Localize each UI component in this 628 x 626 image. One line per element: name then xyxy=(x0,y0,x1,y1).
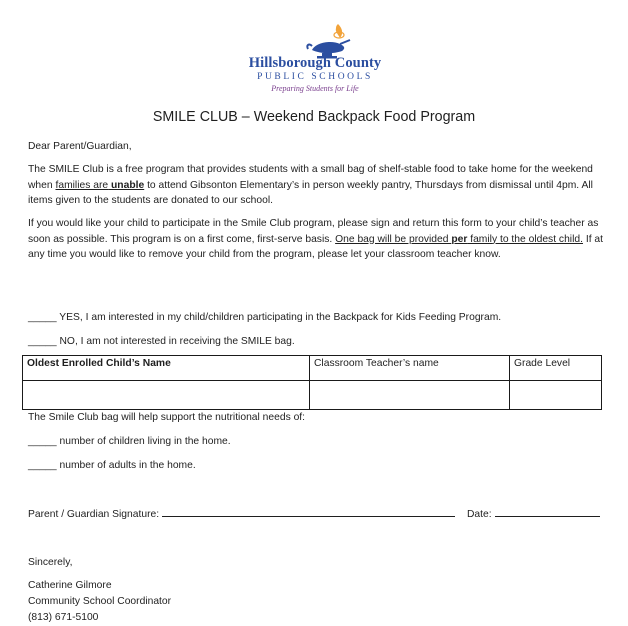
logo-tagline: Preparing Students for Life xyxy=(271,84,359,93)
intro-paragraph xyxy=(28,162,603,209)
header-child-name: Oldest Enrolled Child’s Name xyxy=(23,356,310,381)
table-row xyxy=(23,381,602,410)
logo-name: Hillsborough County xyxy=(248,55,382,71)
child-name-cell[interactable] xyxy=(23,381,310,410)
district-logo xyxy=(240,20,400,100)
grade-level-cell[interactable] xyxy=(510,381,602,410)
header-teacher-name: Classroom Teacher’s name xyxy=(310,356,510,381)
table-header-row xyxy=(23,356,602,381)
closing-sincerely: Sincerely, xyxy=(28,557,73,568)
date-row xyxy=(467,506,600,520)
participation-text-b: If at any time you would like to remove your child from the program, please let your classroom teacher know. xyxy=(28,233,603,260)
salutation: Dear Parent/Guardian, xyxy=(28,141,132,152)
coordinator-phone: (813) 671-5100 xyxy=(28,612,99,623)
children-count-line[interactable]: _____ number of children living in the home. xyxy=(28,436,231,447)
coordinator-name: Catherine Gilmore xyxy=(28,580,112,591)
header-grade-level: Grade Level xyxy=(510,356,602,381)
logo-subtitle: PUBLIC SCHOOLS xyxy=(257,72,373,82)
page-title: SMILE CLUB – Weekend Backpack Food Program xyxy=(152,109,476,125)
date-line[interactable] xyxy=(495,506,600,517)
intro-underline-unable: unable xyxy=(111,179,145,191)
participation-paragraph xyxy=(28,216,603,263)
adults-count-line[interactable]: _____ number of adults in the home. xyxy=(28,460,196,471)
intro-text-c: to attend Gibsonton Elementary’s in person weekly pantry, Thursdays from dismissal until 4pm. All items given to the students are donated to our school. xyxy=(28,179,593,206)
signature-line[interactable] xyxy=(162,506,455,517)
participation-underline-1: One bag will be provided xyxy=(335,233,452,245)
teacher-name-cell[interactable] xyxy=(310,381,510,410)
enrollment-table xyxy=(22,355,602,410)
date-label: Date: xyxy=(467,509,492,520)
coordinator-role: Community School Coordinator xyxy=(28,596,172,607)
signature-row xyxy=(28,506,455,520)
signature-label: Parent / Guardian Signature: xyxy=(28,509,160,520)
participation-text-a: If you would like your child to participate in the Smile Club program, please sign and return this form to your child’s teacher as soon as possible. This program is on a first come, first-serve basis. xyxy=(28,218,599,245)
intro-text-a: The SMILE Club is a free program that provides students with a small bag of shelf-stable food to take home for the weekend when xyxy=(28,164,593,191)
lamp-of-learning-icon xyxy=(298,20,356,60)
no-option[interactable]: _____ NO, I am not interested in receiving the SMILE bag. xyxy=(28,336,295,347)
support-intro: The Smile Club bag will help support the nutritional needs of: xyxy=(28,412,306,423)
yes-option[interactable]: _____ YES, I am interested in my child/children participating in the Backpack for Kids Feeding Program. xyxy=(28,312,502,323)
participation-underline-per: per xyxy=(451,233,468,245)
intro-underline-families: families are xyxy=(55,179,109,191)
participation-underline-2: family to the oldest child. xyxy=(467,233,583,245)
